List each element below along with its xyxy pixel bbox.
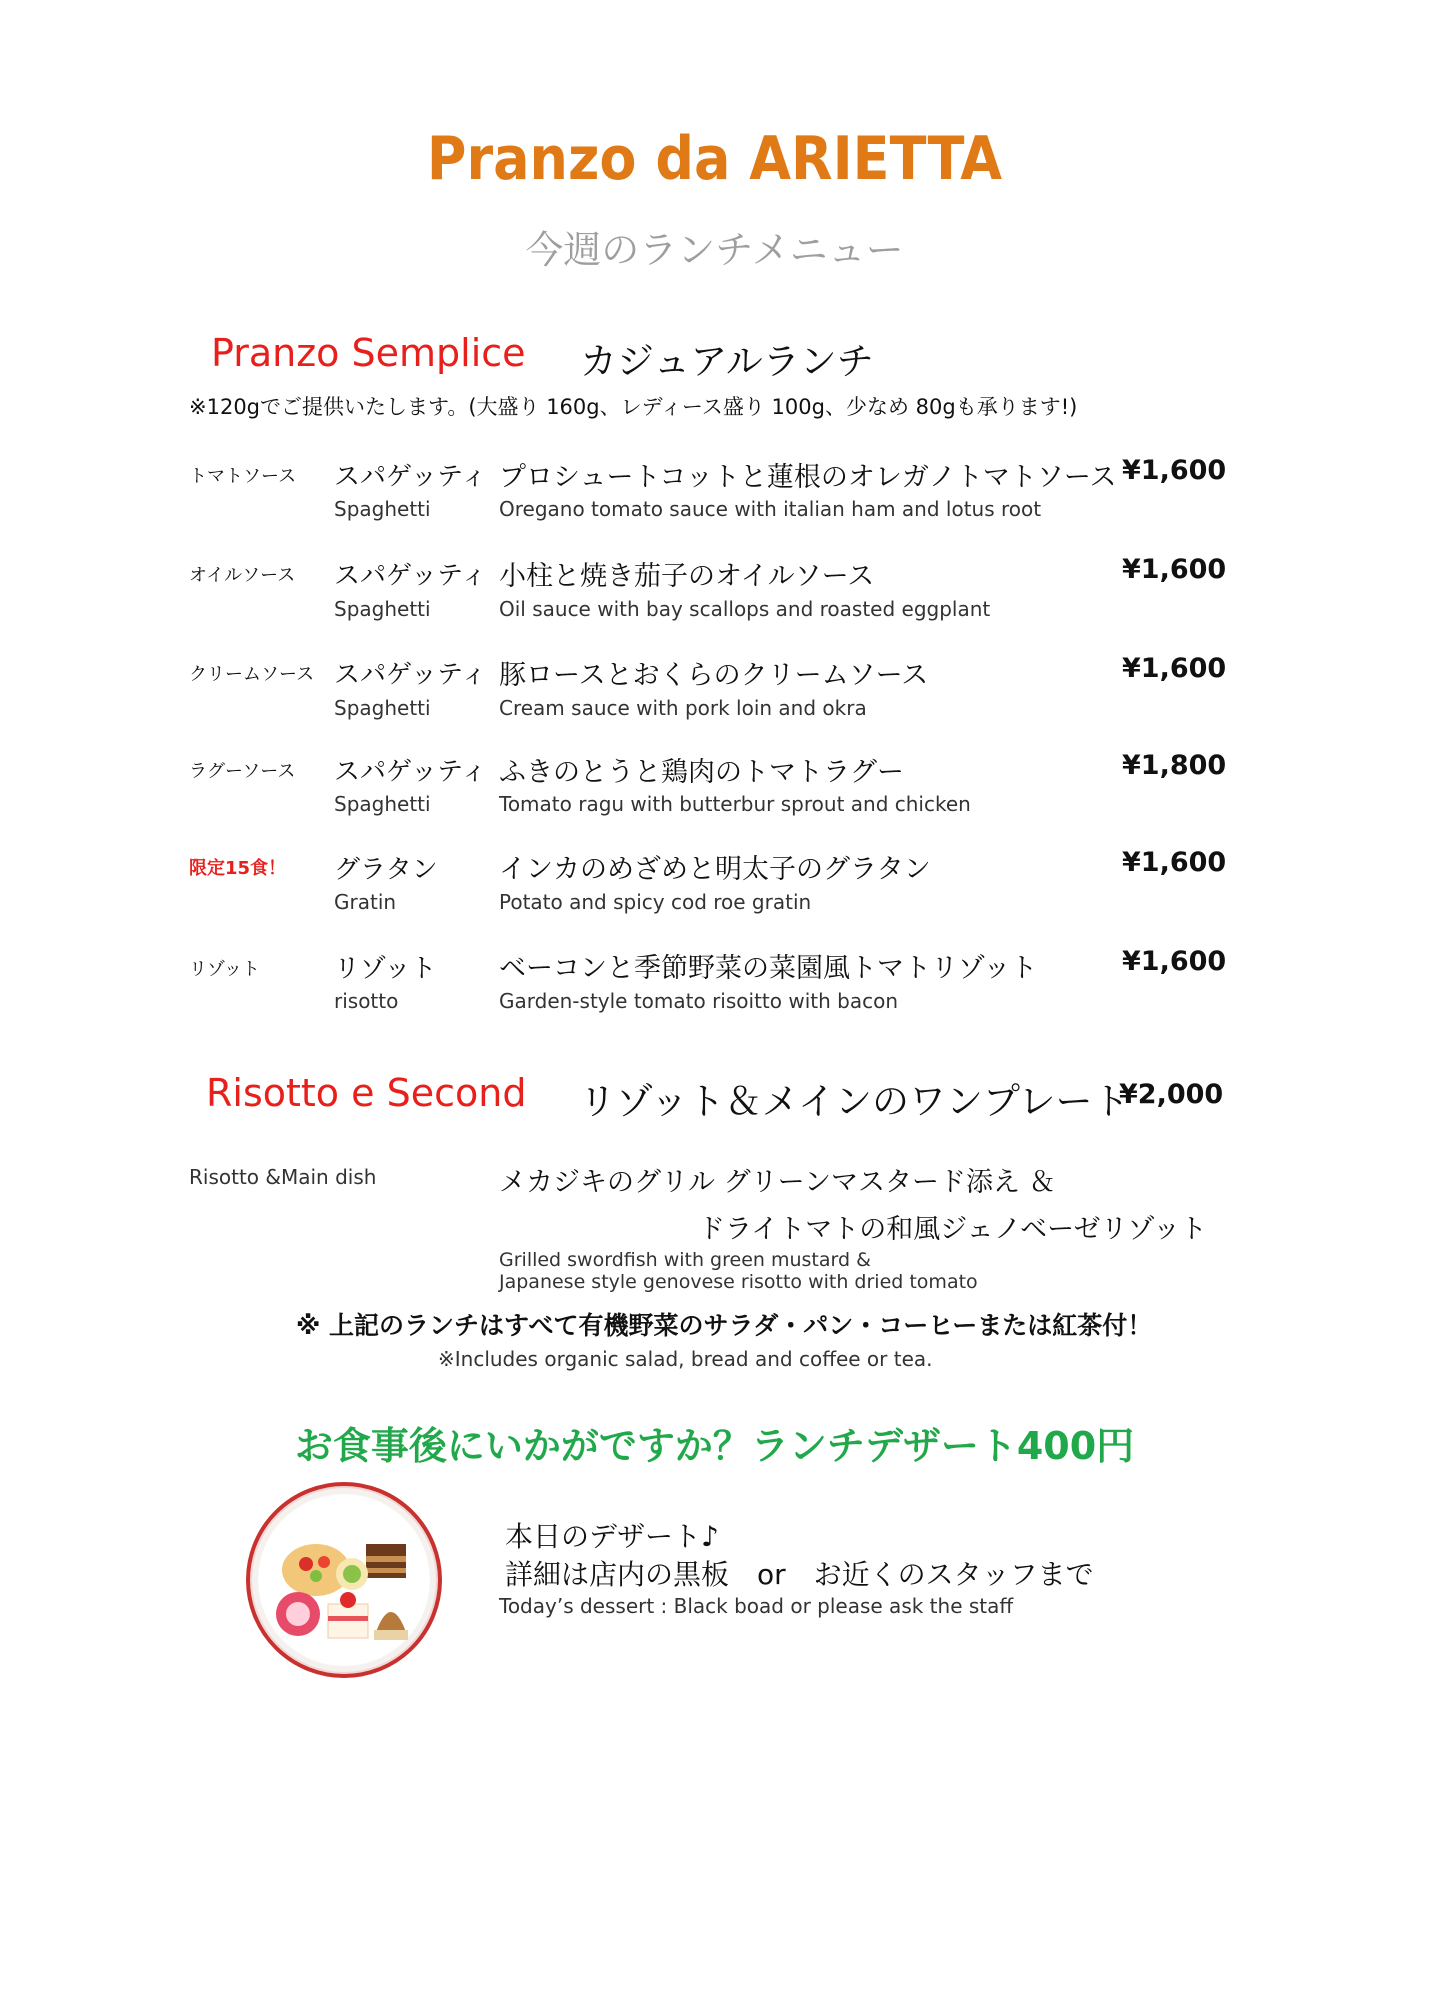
menu-item-category: クリームソース	[189, 664, 315, 685]
menu-item-category: リゾット	[189, 959, 260, 980]
menu-item-name-en: Oil sauce with bay scallops and roasted eggplant	[499, 597, 991, 621]
menu-item-price: ¥1,600	[1122, 455, 1227, 486]
menu-item-type-en: Spaghetti	[334, 497, 431, 521]
menu-item-name-jp: プロシュートコットと蓮根のオレガノトマトソース	[499, 462, 1117, 493]
menu-item-name-en: Cream sauce with pork loin and okra	[499, 696, 867, 720]
menu-item-type-jp: スパゲッティ	[334, 561, 487, 591]
menu-item-price: ¥1,600	[1122, 554, 1227, 585]
portion-note: ※120gでご提供いたします。(大盛り 160g、レディース盛り 100g、少なめ 80gも承ります!)	[189, 395, 1078, 419]
menu-item-name-en: Tomato ragu with butterbur sprout and chicken	[499, 792, 971, 816]
plate-name-en-line1: Grilled swordfish with green mustard &	[499, 1249, 871, 1271]
section-title-en: Pranzo Semplice	[211, 331, 526, 375]
menu-item-type-jp: スパゲッティ	[334, 660, 487, 690]
menu-item-category: オイルソース	[189, 565, 296, 586]
menu-item-type-en: Gratin	[334, 890, 397, 914]
menu-item-name-jp: 豚ロースとおくらのクリームソース	[499, 660, 929, 691]
menu-item-type-jp: グラタン	[334, 855, 438, 885]
menu-subtitle: 今週のランチメニュー	[525, 228, 904, 272]
menu-item-category: トマトソース	[189, 466, 297, 487]
plate-section-title-en: Risotto e Second	[206, 1071, 527, 1115]
menu-item-type-en: Spaghetti	[334, 792, 431, 816]
menu-item-type-en: Spaghetti	[334, 696, 431, 720]
includes-note-jp: ※ 上記のランチはすべて有機野菜のサラダ・パン・コーヒーまたは紅茶付！	[296, 1311, 1153, 1340]
menu-item-price: ¥1,600	[1122, 847, 1227, 878]
menu-item-type-en: risotto	[334, 989, 399, 1013]
menu-item-type-jp: スパゲッティ	[334, 462, 487, 492]
plate-name-jp-line2: ドライトマトの和風ジェノベーゼリゾット	[698, 1214, 1207, 1245]
dessert-headline: お食事後にいかがですか？ランチデザート400円	[294, 1424, 1135, 1468]
menu-item-name-en: Oregano tomato sauce with italian ham and lotus root	[499, 497, 1042, 521]
menu-item-type-jp: スパゲッティ	[334, 757, 487, 787]
includes-note-en: ※Includes organic salad, bread and coffee or tea.	[438, 1347, 933, 1371]
dessert-line2: 詳細は店内の黒板 or お近くのスタッフまで	[505, 1558, 1094, 1591]
plate-price: ¥2,000	[1119, 1079, 1224, 1110]
menu-item-name-en: Potato and spicy cod roe gratin	[499, 890, 812, 914]
menu-item-price: ¥1,600	[1122, 653, 1227, 684]
menu-item-category: ラグーソース	[189, 761, 296, 782]
menu-item-name-jp: ふきのとうと鶏肉のトマトラグー	[499, 757, 904, 788]
dessert-line3-en: Today’s dessert : Black boad or please ask the staff	[499, 1594, 1014, 1618]
menu-item-type-jp: リゾット	[334, 954, 437, 984]
menu-item-price: ¥1,600	[1122, 946, 1227, 977]
menu-title: Pranzo da ARIETTA	[426, 124, 1003, 194]
limited-badge: 限定15食！	[189, 858, 287, 879]
menu-item-name-jp: インカのめざめと明太子のグラタン	[499, 854, 931, 885]
plate-section-title-jp: リゾット＆メインのワンプレート	[579, 1080, 1130, 1123]
menu-item-price: ¥1,800	[1122, 750, 1227, 781]
plate-name-jp-line1: メカジキのグリル グリーンマスタード添え ＆	[499, 1167, 1056, 1198]
menu-item-name-jp: 小柱と焼き茄子のオイルソース	[499, 561, 875, 592]
dessert-line1: 本日のデザート♪	[505, 1520, 719, 1553]
menu-item-type-en: Spaghetti	[334, 597, 431, 621]
section-title-jp: カジュアルランチ	[580, 340, 874, 383]
menu-item-name-en: Garden-style tomato risoitto with bacon	[499, 989, 899, 1013]
plate-name-en-line2: Japanese style genovese risotto with dried tomato	[499, 1271, 978, 1293]
dessert-plate-icon	[246, 1482, 442, 1678]
menu-item-name-jp: ベーコンと季節野菜の菜園風トマトリゾット	[499, 953, 1038, 984]
plate-label: Risotto &Main dish	[189, 1165, 377, 1189]
